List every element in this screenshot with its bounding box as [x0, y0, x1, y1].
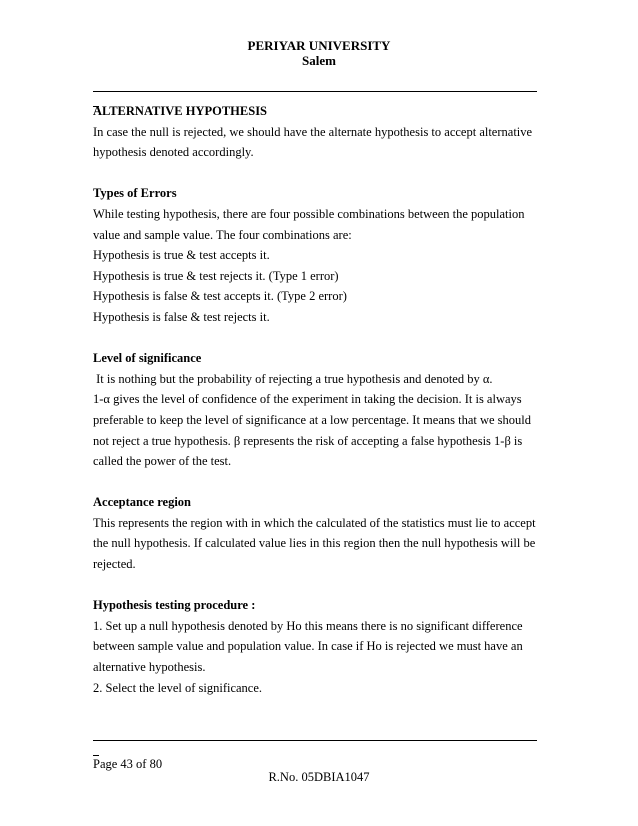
header-rule	[93, 91, 537, 92]
university-city: Salem	[302, 53, 336, 68]
paragraph-line: Hypothesis is false & test rejects it.	[93, 309, 270, 324]
section-heading-level-of-significance: Level of significance	[93, 351, 202, 366]
paragraph-line: It is nothing but the probability of rejecting a true hypothesis and denoted by α.	[93, 371, 493, 386]
paragraph-line: preferable to keep the level of significance at a low percentage. It means that we should	[93, 412, 532, 427]
paragraph-line: This represents the region with in which the calculated of the statistics must lie to accept	[93, 515, 536, 530]
paragraph-line: hypothesis denoted accordingly.	[93, 145, 254, 160]
paragraph-line: Hypothesis is true & test rejects it. (Type 1 error)	[93, 268, 339, 283]
paragraph-line: value and sample value. The four combinations are:	[93, 227, 352, 242]
paragraph-line: While testing hypothesis, there are four possible combinations between the population	[93, 206, 525, 221]
registration-number: R.No. 05DBIA1047	[268, 770, 370, 784]
paragraph-line: 1. Set up a null hypothesis denoted by Ho this means there is no significant difference	[93, 618, 523, 633]
paragraph-line: between sample value and population value. In case if Ho is rejected we must have an	[93, 639, 523, 654]
paragraph-line: In case the null is rejected, we should have the alternate hypothesis to accept alternative	[93, 124, 533, 139]
university-name: PERIYAR UNIVERSITY	[247, 38, 391, 53]
paragraph-line: the null hypothesis. If calculated value lies in this region then the null hypothesis will be	[93, 536, 536, 551]
section-heading-acceptance-region: Acceptance region	[93, 495, 192, 510]
paragraph-line: 2. Select the level of significance.	[93, 680, 263, 695]
paragraph-line: Hypothesis is true & test accepts it.	[93, 248, 270, 263]
section-heading-alternative-hypothesis: ALTERNATIVE HYPOTHESIS	[93, 104, 268, 118]
footer-tick	[93, 755, 99, 756]
page-header	[0, 38, 638, 68]
section-heading-types-of-errors: Types of Errors	[93, 186, 177, 201]
paragraph-line: 1-α gives the level of confidence of the experiment in taking the decision. It is always	[93, 392, 522, 407]
paragraph-line: not reject a true hypothesis. β represents the risk of accepting a false hypothesis 1-β is	[93, 433, 523, 448]
paragraph-line: called the power of the test.	[93, 454, 232, 469]
page-body	[93, 101, 543, 698]
footer-rule	[93, 740, 537, 741]
paragraph-line: Hypothesis is false & test accepts it. (Type 2 error)	[93, 289, 347, 304]
section-heading-hypothesis-testing-procedure: Hypothesis testing procedure :	[93, 598, 256, 613]
page-number: Page 43 of 80	[93, 757, 163, 771]
paragraph-line: rejected.	[93, 557, 136, 572]
paragraph-line: alternative hypothesis.	[93, 660, 206, 675]
